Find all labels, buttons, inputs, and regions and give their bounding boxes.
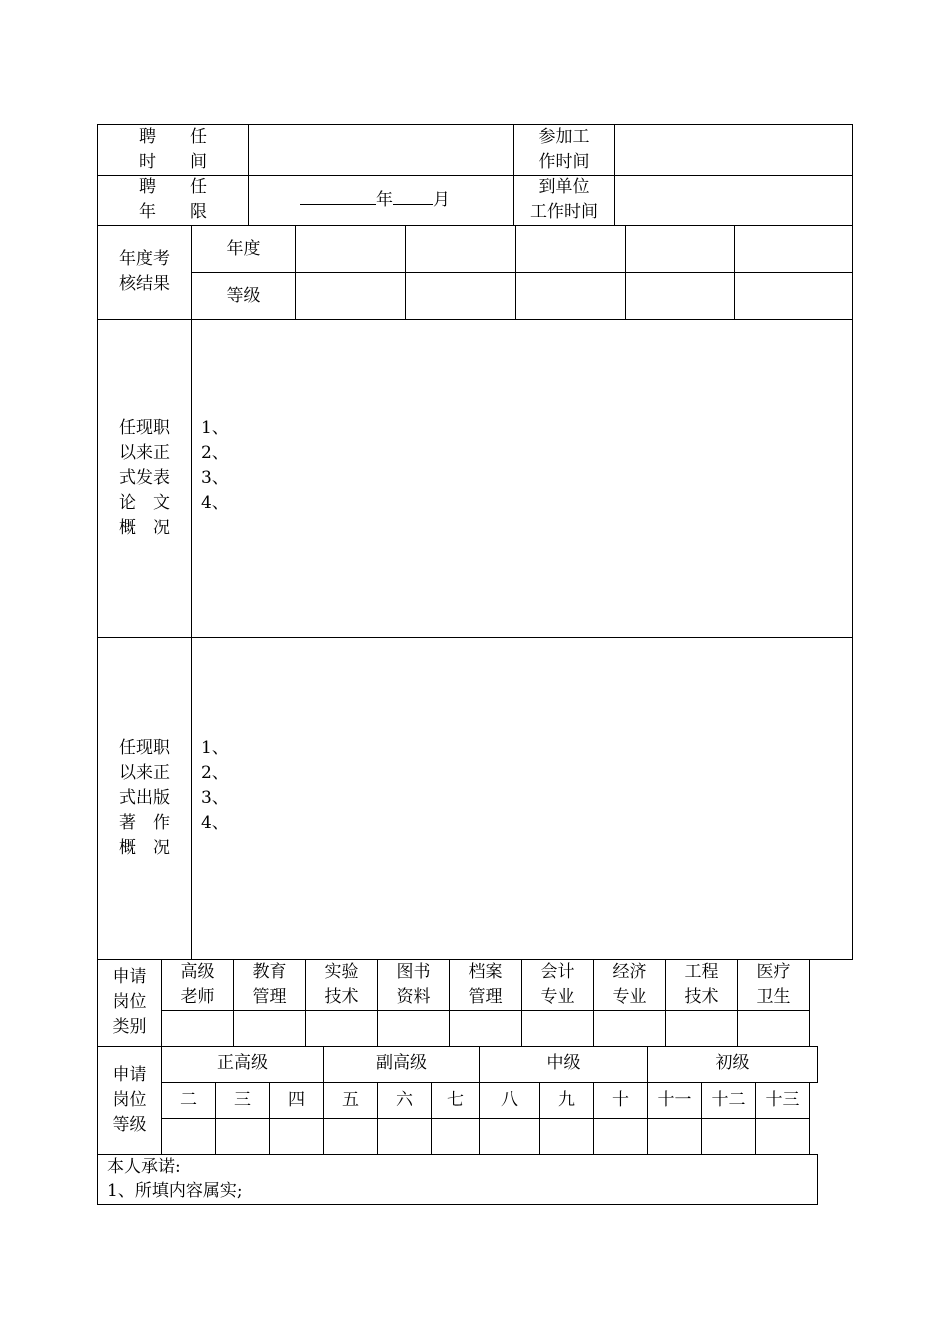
level-cell: 八 (501, 1090, 518, 1110)
appoint-term-field[interactable] (300, 188, 450, 213)
level-cell: 四 (288, 1090, 305, 1110)
works-title: 任现职 以来正 式出版 著 作 概 况 (119, 738, 170, 858)
category-option: 医疗 卫生 (756, 962, 791, 1007)
level-cell: 十三 (765, 1090, 800, 1110)
level-group-intermediate: 中级 (546, 1053, 581, 1073)
papers-list[interactable] (201, 416, 229, 516)
level-group-junior: 初级 (715, 1053, 750, 1073)
level-cell: 二 (180, 1090, 197, 1110)
level-cell: 七 (447, 1090, 464, 1110)
category-option: 会计 专业 (540, 962, 575, 1007)
category-option: 档案 管理 (468, 962, 503, 1007)
list-item: 1、 (201, 738, 229, 758)
term-month-text: 月 (433, 190, 450, 210)
level-cell: 十一 (657, 1090, 692, 1110)
appoint-time-label: 聘 任 时 间 (139, 127, 207, 172)
list-item: 4、 (201, 493, 229, 513)
list-item: 4、 (201, 813, 229, 833)
commitment-line-1: 1、所填内容属实; (107, 1181, 243, 1201)
post-category-title: 申请 岗位 类别 (112, 967, 147, 1037)
commitment-title: 本人承诺: (107, 1157, 181, 1177)
level-cell: 十二 (711, 1090, 746, 1110)
post-level-title: 申请 岗位 等级 (112, 1065, 147, 1135)
list-item: 2、 (201, 443, 229, 463)
level-cell: 九 (558, 1090, 575, 1110)
works-list[interactable] (201, 736, 229, 836)
category-option: 实验 技术 (324, 962, 359, 1007)
list-item: 3、 (201, 468, 229, 488)
papers-title: 任现职 以来正 式发表 论 文 概 况 (119, 418, 170, 538)
list-item: 3、 (201, 788, 229, 808)
category-option: 工程 技术 (684, 962, 719, 1007)
appoint-term-label: 聘 任 年 限 (139, 177, 207, 222)
category-option: 经济 专业 (612, 962, 647, 1007)
assessment-year-label: 年度 (226, 239, 261, 259)
category-option: 高级 老师 (180, 962, 215, 1007)
category-option: 图书 资料 (396, 962, 431, 1007)
level-cell: 三 (234, 1090, 251, 1110)
arrive-unit-time-label: 到单位 工作时间 (530, 177, 598, 222)
assessment-title: 年度考 核结果 (119, 249, 170, 294)
join-work-time-label: 参加工 作时间 (538, 127, 590, 172)
level-group-senior: 正高级 (217, 1053, 268, 1073)
assessment-grade-label: 等级 (226, 286, 261, 306)
level-cell: 六 (396, 1090, 413, 1110)
term-year-text: 年 (376, 190, 393, 210)
category-option: 教育 管理 (252, 962, 287, 1007)
list-item: 1、 (201, 418, 229, 438)
level-cell: 十 (612, 1090, 629, 1110)
level-cell: 五 (342, 1090, 359, 1110)
level-group-deputy-senior: 副高级 (376, 1053, 427, 1073)
list-item: 2、 (201, 763, 229, 783)
